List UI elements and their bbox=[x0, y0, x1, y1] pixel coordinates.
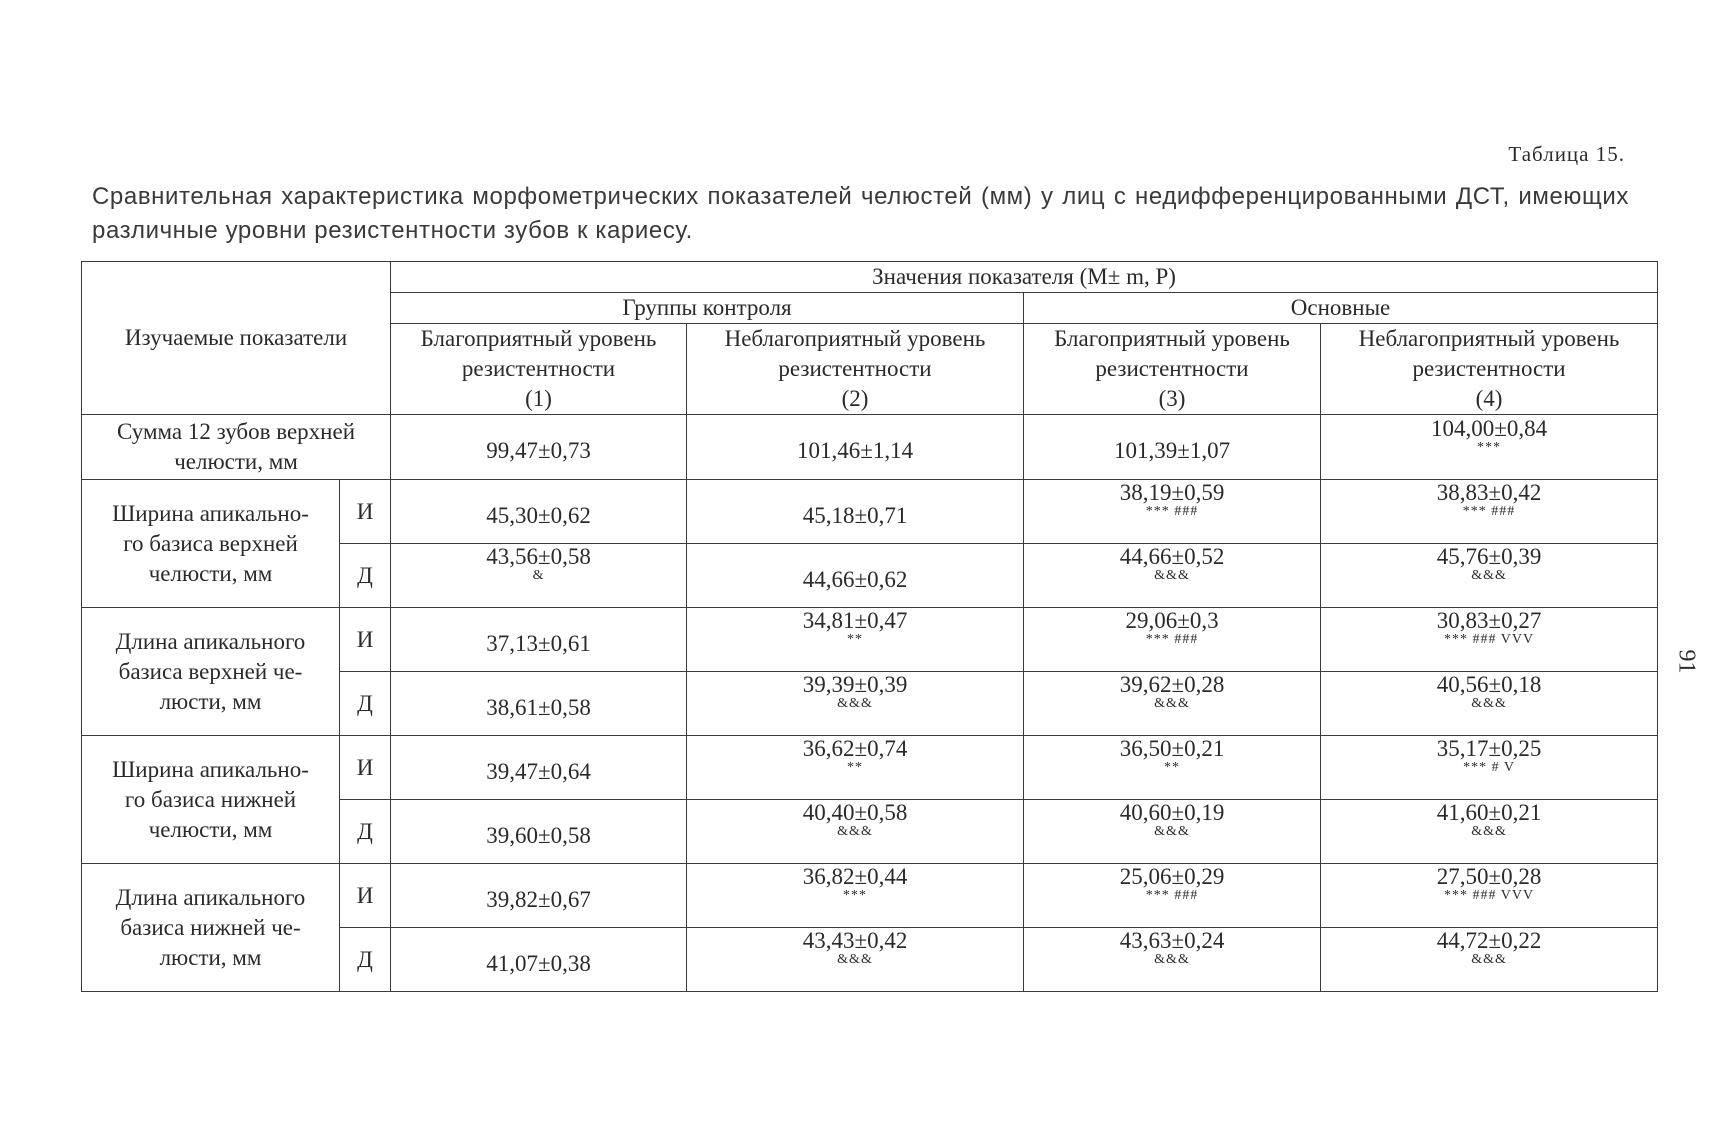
value bbox=[1120, 736, 1225, 774]
metric-label-line: челюсти, мм bbox=[148, 816, 273, 842]
value-cell bbox=[687, 672, 1024, 736]
table-row-sum bbox=[82, 415, 1658, 480]
significance-marks: &&& bbox=[1154, 696, 1190, 711]
header-column-2-line1: Неблагоприятный уровень bbox=[724, 326, 986, 351]
value bbox=[1437, 736, 1542, 774]
value-text: 43,43±0,42 bbox=[802, 928, 908, 953]
value-cell bbox=[1321, 544, 1658, 608]
value-text: 43,63±0,24 bbox=[1119, 928, 1225, 953]
header-row-values bbox=[82, 262, 1658, 293]
value-cell bbox=[687, 480, 1024, 544]
value bbox=[1437, 544, 1542, 582]
value-text: 38,83±0,42 bbox=[1436, 480, 1542, 505]
value-text: 27,50±0,28 bbox=[1436, 864, 1542, 889]
value-text: 39,62±0,28 bbox=[1119, 672, 1225, 697]
value-cell bbox=[1321, 672, 1658, 736]
sum-cell-3 bbox=[1024, 415, 1321, 480]
value-text: 101,46±1,14 bbox=[796, 438, 914, 463]
header-column-3-line1: Благоприятный уровень bbox=[1054, 326, 1290, 351]
value-text: 40,40±0,58 bbox=[802, 800, 908, 825]
value-cell bbox=[687, 864, 1024, 928]
value bbox=[1125, 608, 1218, 646]
value bbox=[803, 864, 908, 902]
significance-marks: &&& bbox=[1154, 568, 1190, 583]
significance-marks: *** bbox=[843, 888, 868, 903]
metric-label bbox=[82, 480, 340, 608]
value-cell bbox=[1321, 928, 1658, 992]
value bbox=[486, 887, 591, 913]
value-text: 39,39±0,39 bbox=[802, 672, 908, 697]
value-text: 37,13±0,61 bbox=[486, 630, 591, 656]
sum-label bbox=[82, 415, 391, 480]
value bbox=[1437, 928, 1542, 966]
value-cell bbox=[1024, 672, 1321, 736]
value bbox=[486, 503, 591, 529]
value-text: 41,07±0,38 bbox=[486, 950, 591, 976]
sum-label-line2: челюсти, мм bbox=[174, 449, 298, 474]
significance-marks: *** ### bbox=[1145, 504, 1199, 519]
header-column-4-line2: резистентности bbox=[1412, 356, 1566, 381]
value-cell bbox=[687, 928, 1024, 992]
value-cell bbox=[687, 800, 1024, 864]
significance-marks: *** # V bbox=[1463, 760, 1515, 775]
value-text: 38,19±0,59 bbox=[1119, 480, 1225, 505]
value-cell bbox=[1024, 544, 1321, 608]
value-text: 45,18±0,71 bbox=[802, 502, 908, 528]
metric-label-line: базиса верхней че- bbox=[118, 658, 303, 684]
significance-marks: &&& bbox=[1471, 952, 1507, 967]
value bbox=[803, 736, 908, 774]
value-cell bbox=[1321, 864, 1658, 928]
significance-marks: *** ### VVV bbox=[1443, 888, 1535, 903]
value bbox=[803, 800, 908, 838]
value bbox=[1437, 864, 1542, 902]
significance-marks: &&& bbox=[1154, 824, 1190, 839]
table-row bbox=[82, 864, 1658, 928]
header-column-4-num: (4) bbox=[1475, 386, 1503, 411]
value-text: 45,76±0,39 bbox=[1436, 544, 1542, 569]
value bbox=[486, 951, 591, 977]
metric-label-line: Ширина апикально- bbox=[112, 500, 309, 526]
value bbox=[486, 438, 591, 464]
value-cell bbox=[391, 736, 687, 800]
side-marker: Д bbox=[340, 928, 391, 992]
metric-label-line: Длина апикального bbox=[115, 884, 306, 910]
value bbox=[1120, 672, 1225, 710]
value bbox=[486, 544, 591, 582]
value-text: 41,60±0,21 bbox=[1436, 800, 1542, 825]
value-text: 30,83±0,27 bbox=[1436, 608, 1542, 633]
side-marker: И bbox=[340, 864, 391, 928]
significance-marks: *** ### VVV bbox=[1443, 632, 1535, 647]
value-cell bbox=[1024, 800, 1321, 864]
table-label: Таблица 15. bbox=[1508, 142, 1625, 166]
significance-marks: *** bbox=[1477, 439, 1502, 455]
metric-label-line: го базиса нижней bbox=[124, 786, 297, 812]
header-column-3 bbox=[1024, 324, 1321, 415]
value-cell bbox=[1024, 864, 1321, 928]
value-text: 44,66±0,52 bbox=[1119, 544, 1225, 569]
metric-label-line: люсти, мм bbox=[159, 688, 262, 714]
metric-label-line: челюсти, мм bbox=[148, 560, 273, 586]
value-cell bbox=[687, 608, 1024, 672]
header-column-4-line1: Неблагоприятный уровень bbox=[1358, 326, 1620, 351]
value-text: 36,62±0,74 bbox=[802, 736, 908, 761]
header-column-1-line1: Благоприятный уровень bbox=[420, 326, 657, 351]
value bbox=[486, 631, 591, 657]
morphometric-table bbox=[81, 261, 1658, 992]
value-cell bbox=[391, 800, 687, 864]
value bbox=[803, 608, 908, 646]
side-marker: Д bbox=[340, 544, 391, 608]
header-column-3-line2: резистентности bbox=[1095, 356, 1249, 381]
sum-cell-1 bbox=[391, 415, 687, 480]
value-text: 99,47±0,73 bbox=[486, 438, 591, 463]
header-column-4 bbox=[1321, 324, 1658, 415]
metric-label-line: базиса нижней че- bbox=[120, 914, 301, 940]
value-cell bbox=[1024, 608, 1321, 672]
value-cell bbox=[1321, 736, 1658, 800]
value-text: 101,39±1,07 bbox=[1113, 438, 1231, 463]
value-text: 39,82±0,67 bbox=[486, 886, 591, 912]
side-marker: Д bbox=[340, 800, 391, 864]
value bbox=[1120, 544, 1225, 582]
sum-cell-4 bbox=[1321, 415, 1658, 480]
significance-marks: & bbox=[532, 568, 545, 583]
header-column-1-line2: резистентности bbox=[461, 356, 616, 381]
header-column-2-num: (2) bbox=[841, 386, 869, 411]
value-text: 39,47±0,64 bbox=[486, 758, 591, 784]
metric-label-line: го базиса верхней bbox=[123, 530, 298, 556]
value-text: 29,06±0,3 bbox=[1125, 608, 1219, 633]
value bbox=[1437, 480, 1542, 518]
value-cell bbox=[1024, 480, 1321, 544]
significance-marks: *** ### bbox=[1145, 632, 1199, 647]
value bbox=[1120, 800, 1225, 838]
metric-label-line: Ширина апикально- bbox=[112, 756, 309, 782]
value bbox=[803, 928, 908, 966]
significance-marks: &&& bbox=[837, 696, 873, 711]
sum-cell-2 bbox=[687, 415, 1024, 480]
value bbox=[486, 695, 591, 721]
header-column-1 bbox=[391, 324, 687, 415]
value-text: 45,30±0,62 bbox=[486, 502, 591, 528]
header-column-1-num: (1) bbox=[525, 386, 552, 411]
value-text: 44,72±0,22 bbox=[1436, 928, 1542, 953]
side-marker: Д bbox=[340, 672, 391, 736]
header-column-3-num: (3) bbox=[1158, 386, 1186, 411]
value-cell bbox=[687, 736, 1024, 800]
value-cell bbox=[1321, 800, 1658, 864]
table-caption: Сравнительная характеристика морфометрических показателей челюстей (мм) у лиц с недифференцированными ДСТ, имеющих различные уровни резистентности зубов к кариесу. bbox=[92, 183, 1629, 244]
value-text: 34,81±0,47 bbox=[802, 608, 908, 633]
header-studied: Изучаемые показатели bbox=[82, 262, 391, 415]
value bbox=[803, 503, 908, 529]
value bbox=[1114, 438, 1230, 464]
significance-marks: &&& bbox=[837, 824, 873, 839]
side-marker: И bbox=[340, 736, 391, 800]
value-text: 36,82±0,44 bbox=[802, 864, 908, 889]
table-row bbox=[82, 736, 1658, 800]
header-column-2-line2: резистентности bbox=[778, 356, 932, 381]
value-cell bbox=[1024, 928, 1321, 992]
significance-marks: *** ### bbox=[1145, 888, 1199, 903]
value-text: 104,00±0,84 bbox=[1430, 415, 1548, 441]
significance-marks: &&& bbox=[1471, 696, 1507, 711]
value-cell bbox=[391, 672, 687, 736]
value-cell bbox=[1024, 736, 1321, 800]
metric-label bbox=[82, 736, 340, 864]
value bbox=[486, 759, 591, 785]
table-row bbox=[82, 608, 1658, 672]
value bbox=[1120, 928, 1225, 966]
value-text: 44,66±0,62 bbox=[802, 566, 908, 592]
value-cell bbox=[391, 480, 687, 544]
value-text: 39,60±0,58 bbox=[486, 822, 591, 848]
significance-marks: &&& bbox=[1471, 568, 1507, 583]
value bbox=[803, 567, 908, 593]
metric-label-line: Длина апикального bbox=[115, 628, 306, 654]
significance-marks: ** bbox=[847, 760, 864, 775]
value-cell bbox=[687, 544, 1024, 608]
significance-marks: *** ### bbox=[1462, 504, 1516, 519]
value-cell bbox=[391, 544, 687, 608]
value-cell bbox=[1321, 480, 1658, 544]
value bbox=[1120, 864, 1225, 902]
value-cell bbox=[391, 928, 687, 992]
side-marker: И bbox=[340, 480, 391, 544]
header-column-2 bbox=[687, 324, 1024, 415]
value bbox=[486, 823, 591, 849]
sum-label-line1: Сумма 12 зубов верхней bbox=[117, 419, 355, 444]
header-control-groups: Группы контроля bbox=[391, 293, 1024, 324]
metric-label bbox=[82, 608, 340, 736]
value bbox=[1437, 672, 1542, 710]
value bbox=[1120, 480, 1225, 518]
value bbox=[1431, 416, 1547, 454]
value-text: 36,50±0,21 bbox=[1119, 736, 1225, 761]
significance-marks: &&& bbox=[837, 952, 873, 967]
significance-marks: ** bbox=[847, 632, 864, 647]
value bbox=[797, 438, 913, 464]
metric-label bbox=[82, 864, 340, 992]
header-values: Значения показателя (M± m, P) bbox=[391, 262, 1658, 293]
significance-marks: ** bbox=[1164, 760, 1181, 775]
significance-marks: &&& bbox=[1154, 952, 1190, 967]
value-text: 35,17±0,25 bbox=[1436, 736, 1542, 761]
value bbox=[1437, 800, 1542, 838]
value-text: 43,56±0,58 bbox=[486, 544, 591, 569]
value-text: 38,61±0,58 bbox=[486, 694, 591, 720]
side-marker: И bbox=[340, 608, 391, 672]
page-number: 91 bbox=[1673, 649, 1700, 674]
value-cell bbox=[391, 864, 687, 928]
value-text: 40,60±0,19 bbox=[1119, 800, 1225, 825]
value-text: 40,56±0,18 bbox=[1436, 672, 1542, 697]
metric-label-line: люсти, мм bbox=[159, 944, 262, 970]
value-cell bbox=[391, 608, 687, 672]
table-row bbox=[82, 480, 1658, 544]
value bbox=[803, 672, 908, 710]
value bbox=[1437, 608, 1542, 646]
header-main-groups: Основные bbox=[1024, 293, 1658, 324]
value-cell bbox=[1321, 608, 1658, 672]
value-text: 25,06±0,29 bbox=[1119, 864, 1225, 889]
significance-marks: &&& bbox=[1471, 824, 1507, 839]
